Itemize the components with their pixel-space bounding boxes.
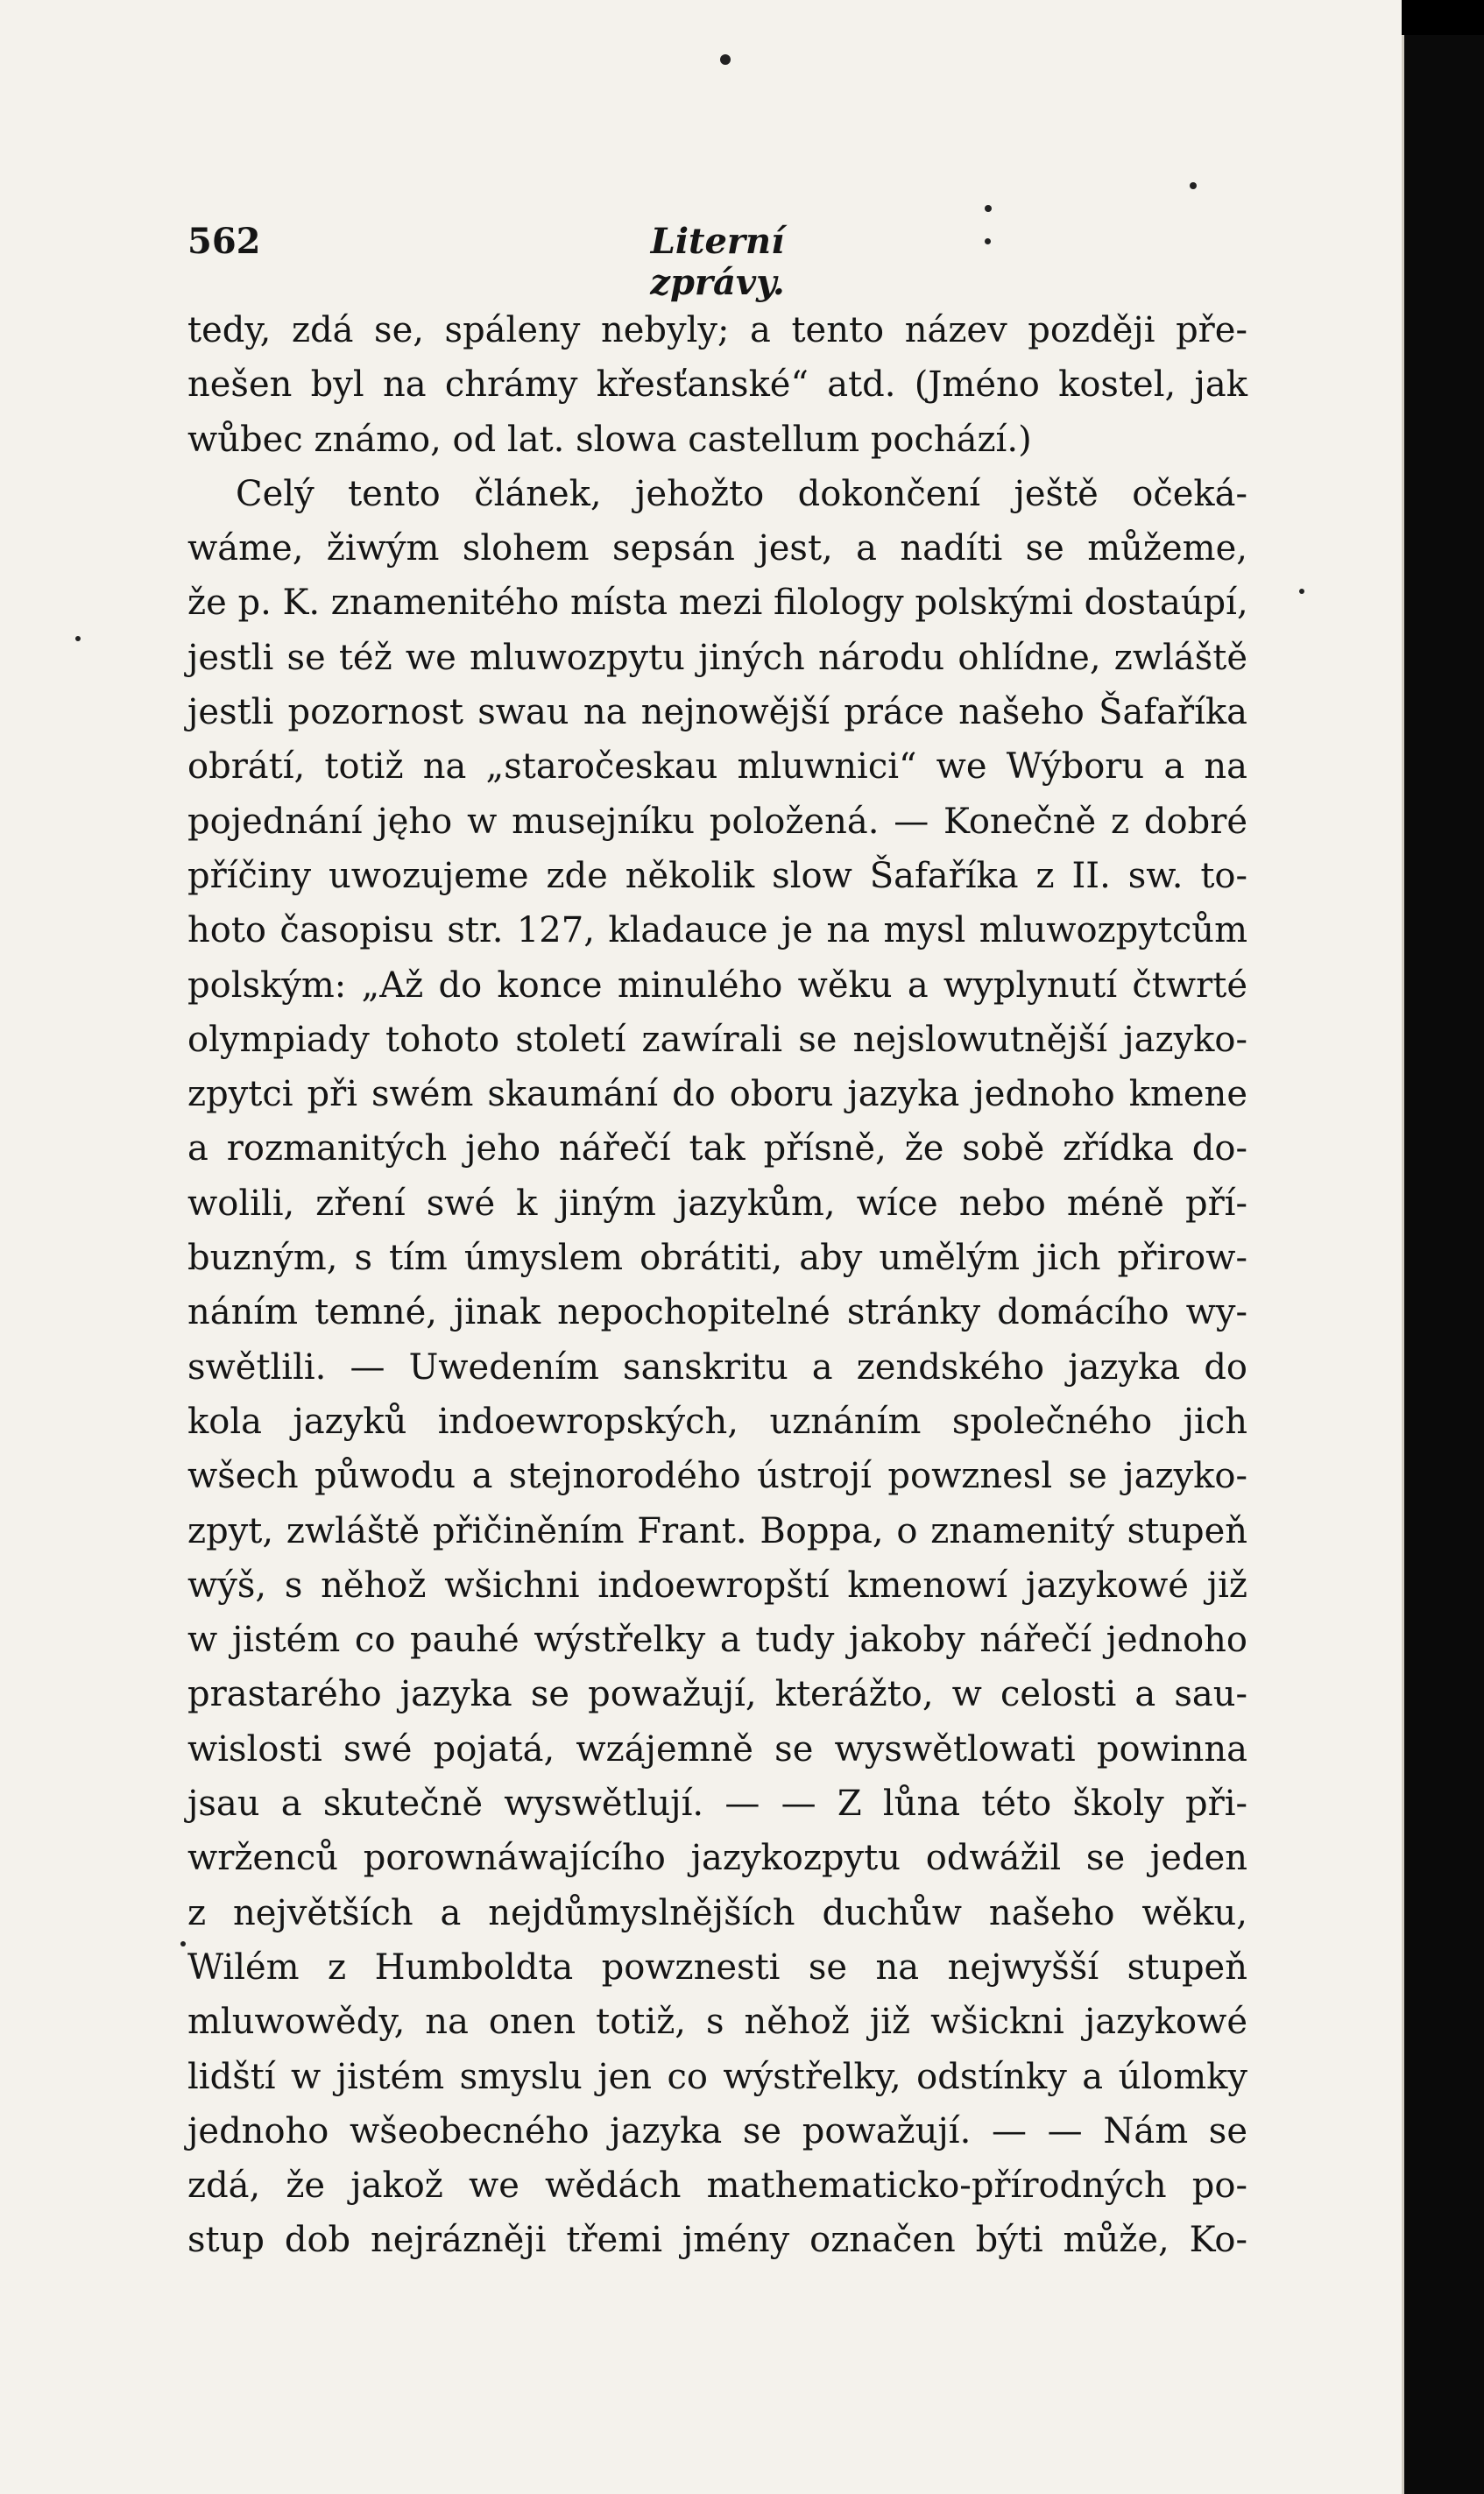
text-line: prastarého jazyka se powažují, kterážto, w celosti a sau-: [187, 1674, 1247, 1715]
text-line: jednoho wšeobecného jazyka se powažují. — — Nám se: [187, 2110, 1247, 2151]
page-header: [187, 221, 1247, 303]
body-text: [187, 303, 1247, 2268]
text-line: zdá, že jakož we wědách mathematicko-přírodných po-: [187, 2165, 1247, 2207]
scan-speck: [985, 205, 992, 212]
text-line: pojednání jęho w musejníku položená. — Konečně z dobré: [187, 801, 1247, 842]
text-line: příčiny uwozujeme zde několik slow Šafaříka z II. sw. to-: [187, 855, 1247, 896]
text-line: wůbec známo, od lat. slowa castellum pochází.): [187, 419, 1032, 460]
text-line: kola jazyků indoewropských, uznáním společného jich: [187, 1401, 1247, 1442]
text-line: wšech půwodu a stejnorodého ústrojí powznesl se jazyko-: [187, 1456, 1247, 1497]
scan-speck: [985, 238, 991, 244]
text-line: lidští w jistém smyslu jen co wýstřelky, odstínky a úlomky: [187, 2056, 1247, 2097]
text-line: a rozmanitých jeho nářečí tak přísně, že sobě zřídka do-: [187, 1128, 1247, 1169]
text-line: z největších a nejdůmyslnějších duchůw našeho wěku,: [187, 1892, 1247, 1933]
scan-speck: [1190, 182, 1197, 189]
text-line: polským: „Až do konce minulého wěku a wyplynutí čtwrté: [187, 964, 1247, 1006]
text-line: w jistém co pauhé wýstřelky a tudy jakoby nářečí jednoho: [187, 1620, 1247, 1661]
text-line: hoto časopisu str. 127, kladauce je na mysl mluwozpytcům: [187, 910, 1247, 951]
text-line: buzným, s tím úmyslem obrátiti, aby umělým jich přirow-: [187, 1238, 1247, 1279]
text-line: Celý tento článek, jehožto dokončení ještě očeká-: [236, 473, 1247, 514]
text-line: jestli pozornost swau na nejnowější práce našeho Šafaříka: [187, 692, 1247, 733]
text-line: wrženců porownáwajícího jazykozpytu odwážil se jeden: [187, 1838, 1247, 1879]
text-line: wýš, s něhož wšichni indoewropští kmenowí jazykowé již: [187, 1565, 1247, 1606]
scan-speck: [720, 54, 731, 65]
text-line: mluwowědy, na onen totiž, s něhož již wšickni jazykowé: [187, 2002, 1247, 2043]
scan-speck: [1299, 589, 1304, 594]
running-title: Literní zprávy.: [650, 221, 785, 303]
text-line: Wilém z Humboldta powznesti se na nejwyšší stupeň: [187, 1946, 1247, 1988]
page-number: 562: [187, 221, 261, 262]
text-line: náním temné, jinak nepochopitelné stránky domácího wy-: [187, 1292, 1247, 1333]
text-line: obrátí, totiž na „staročeskau mluwnici“ we Wýboru a na: [187, 746, 1247, 788]
text-line: zpytci při swém skaumání do oboru jazyka jednoho kmene: [187, 1074, 1247, 1115]
text-line: olympiady tohoto století zawírali se nejslowutnější jazyko-: [187, 1019, 1247, 1060]
text-line: wislosti swé pojatá, wzájemně se wyswětlowati powinna: [187, 1728, 1247, 1770]
text-line: wáme, žiwým slohem sepsán jest, a nadíti se můžeme,: [187, 528, 1247, 569]
text-line: wolili, zření swé k jiným jazykům, wíce nebo méně pří-: [187, 1183, 1247, 1224]
text-line: nešen byl na chrámy křesťanské“ atd. (Jméno kostel, jak: [187, 364, 1247, 406]
book-spine-edge: [1402, 35, 1484, 2494]
text-line: stup dob nejrázněji třemi jmény označen býti může, Ko-: [187, 2220, 1247, 2261]
text-line: jestli se též we mluwozpytu jiných národu ohlídne, zwláště: [187, 637, 1247, 678]
text-line: tedy, zdá se, spáleny nebyly; a tento název později pře-: [187, 310, 1247, 350]
text-line: swětlili. — Uwedením sanskritu a zendského jazyka do: [187, 1346, 1247, 1388]
scan-speck: [180, 1941, 186, 1946]
text-line: zpyt, zwláště přičiněním Frant. Boppa, o znamenitý stupeň: [187, 1510, 1247, 1551]
text-line: že p. K. znamenitého místa mezi filology polskými dostaúpí,: [187, 583, 1248, 624]
scan-speck: [75, 636, 81, 641]
text-line: jsau a skutečně wyswětlují. — — Z lůna této školy při-: [187, 1784, 1247, 1825]
